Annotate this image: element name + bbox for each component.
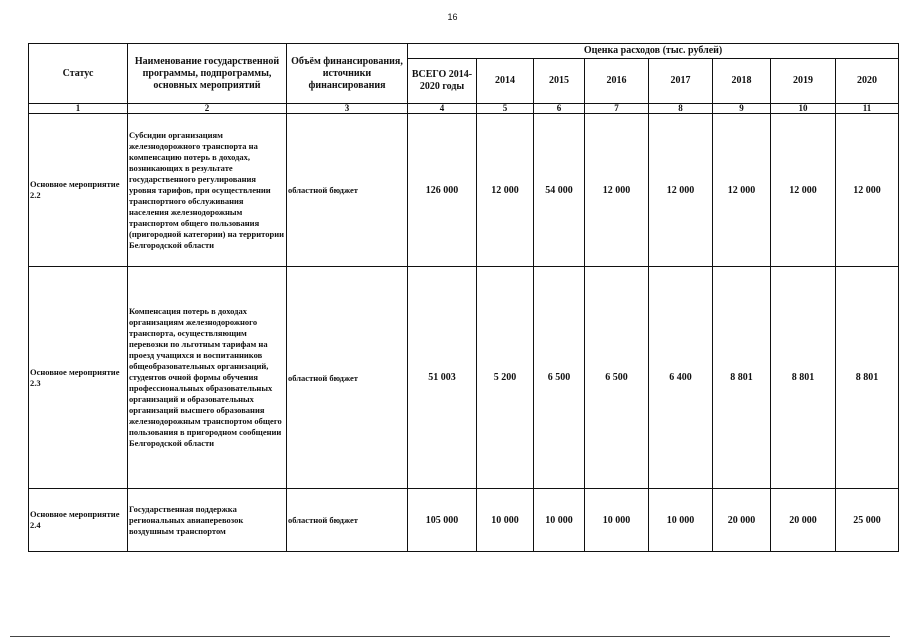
table-row [29, 267, 899, 489]
row-source: областной бюджет [287, 489, 408, 552]
row-value: 8 801 [713, 267, 771, 489]
header-year: 2020 [836, 59, 899, 104]
header-year: 2015 [534, 59, 585, 104]
row-name: Субсидии организациям железнодорожного транспорта на компенсацию потерь в доходах, возникающих в результате государственного регулирования уровня тарифов, при осуществлении транспортного обслуживания населения железнодорожным транспортом общего пользования (пригородной категории) на территории Белгородской области [128, 114, 287, 267]
row-source: областной бюджет [287, 114, 408, 267]
row-name: Компенсация потерь в доходах организациям железнодорожного транспорта, осуществляющим перевозки по льготным тарифам на проезд учащихся и воспитанников общеобразовательных организаций, студентов очной формы обучения профессиональных образовательных организаций и образовательных организаций высшего образования железнодорожным транспортом общего пользования в пригородном сообщении Белгородской области [128, 267, 287, 489]
column-number: 8 [649, 104, 713, 114]
row-value: 12 000 [836, 114, 899, 267]
row-value: 6 400 [649, 267, 713, 489]
table-row [29, 114, 899, 267]
header-year: 2018 [713, 59, 771, 104]
row-value: 10 000 [585, 489, 649, 552]
header-year: 2017 [649, 59, 713, 104]
row-value: 5 200 [477, 267, 534, 489]
row-status: Основное мероприятие 2.2 [29, 114, 128, 267]
row-value: 12 000 [649, 114, 713, 267]
header-volume: Объём финансирования, источники финансирования [287, 44, 408, 104]
column-number: 6 [534, 104, 585, 114]
table-row [29, 489, 899, 552]
row-total: 51 003 [408, 267, 477, 489]
row-value: 12 000 [585, 114, 649, 267]
column-number-row [29, 104, 899, 114]
column-number: 9 [713, 104, 771, 114]
row-status: Основное мероприятие 2.4 [29, 489, 128, 552]
bottom-divider [10, 636, 890, 637]
row-total: 105 000 [408, 489, 477, 552]
column-number: 7 [585, 104, 649, 114]
column-number: 2 [128, 104, 287, 114]
row-source: областной бюджет [287, 267, 408, 489]
column-number: 10 [771, 104, 836, 114]
header-status: Статус [29, 44, 128, 104]
column-number: 5 [477, 104, 534, 114]
row-value: 12 000 [477, 114, 534, 267]
header-total: ВСЕГО 2014-2020 годы [408, 59, 477, 104]
row-value: 10 000 [534, 489, 585, 552]
expenditure-table [28, 43, 899, 552]
row-value: 6 500 [534, 267, 585, 489]
row-value: 8 801 [836, 267, 899, 489]
header-year: 2019 [771, 59, 836, 104]
column-number: 4 [408, 104, 477, 114]
column-number: 3 [287, 104, 408, 114]
row-value: 20 000 [713, 489, 771, 552]
row-value: 25 000 [836, 489, 899, 552]
header-name: Наименование государственной программы, подпрограммы, основных мероприятий [128, 44, 287, 104]
row-value: 20 000 [771, 489, 836, 552]
page-number: 16 [447, 12, 458, 22]
row-value: 10 000 [477, 489, 534, 552]
row-value: 10 000 [649, 489, 713, 552]
row-status: Основное мероприятие 2.3 [29, 267, 128, 489]
header-year: 2016 [585, 59, 649, 104]
row-name: Государственная поддержка региональных авиаперевозок воздушным транспортом [128, 489, 287, 552]
header-year: 2014 [477, 59, 534, 104]
row-total: 126 000 [408, 114, 477, 267]
header-estimate: Оценка расходов (тыс. рублей) [408, 44, 899, 59]
row-value: 6 500 [585, 267, 649, 489]
column-number: 1 [29, 104, 128, 114]
row-value: 8 801 [771, 267, 836, 489]
row-value: 12 000 [771, 114, 836, 267]
row-value: 12 000 [713, 114, 771, 267]
row-value: 54 000 [534, 114, 585, 267]
column-number: 11 [836, 104, 899, 114]
